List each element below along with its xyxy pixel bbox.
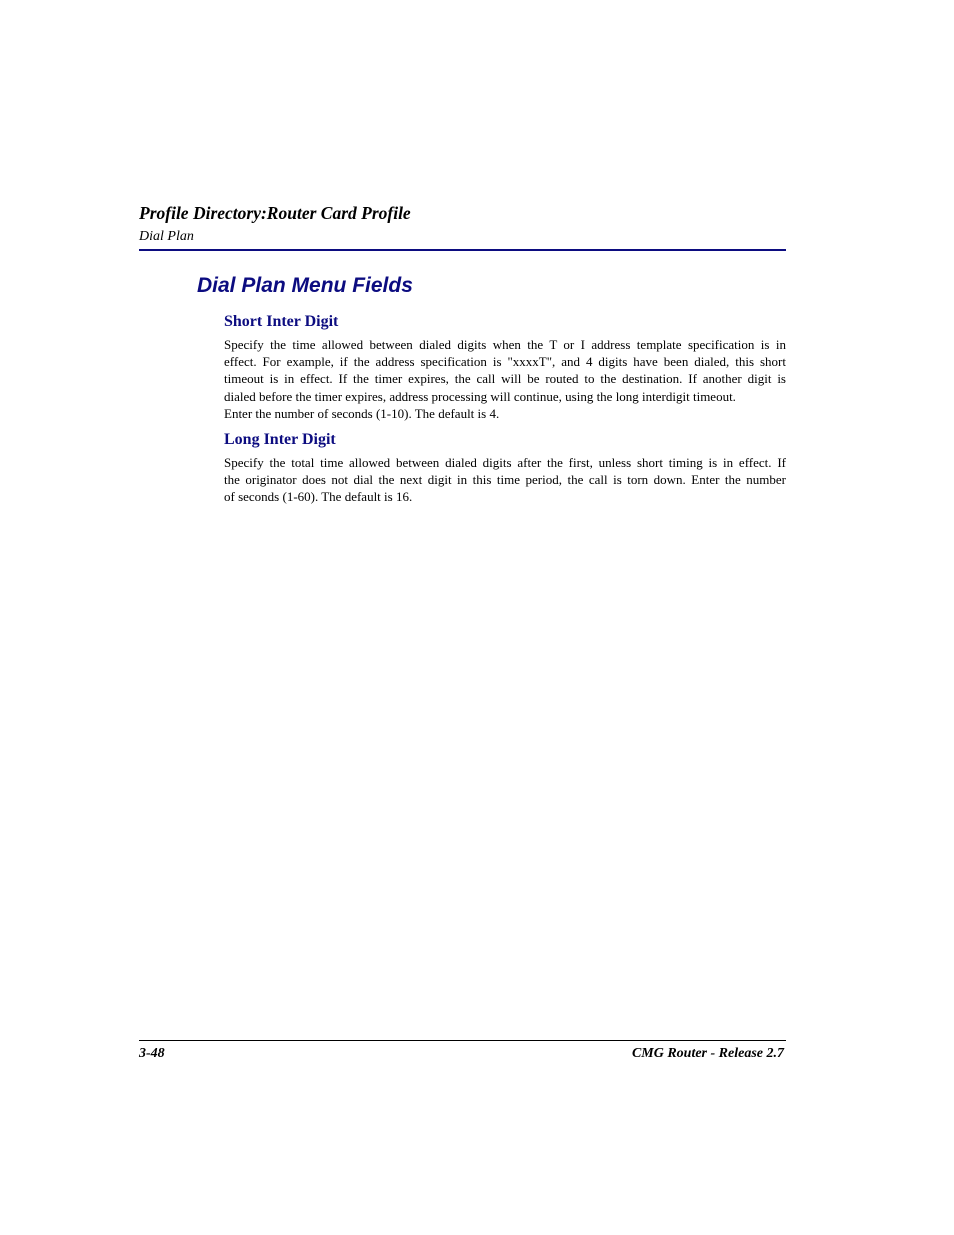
field-description-short-inter-digit: [224, 336, 786, 422]
paragraph-line: effect. For example, if the address specification is "xxxxT", and 4 digits have been dialed, this short: [224, 354, 786, 370]
running-head-subtitle: Dial Plan: [139, 229, 194, 244]
page-number: 3-48: [139, 1046, 165, 1061]
paragraph-line: timeout is in effect. If the timer expires, the call will be routed to the destination. If another digit is: [224, 371, 786, 387]
paragraph-line: Enter the number of seconds (1-10). The default is 4.: [224, 405, 500, 421]
paragraph-line: of seconds (1-60). The default is 16.: [224, 489, 413, 505]
paragraph-line: Specify the time allowed between dialed digits when the T or I address template specification is in: [224, 337, 786, 352]
product-release: CMG Router - Release 2.7: [631, 1046, 784, 1061]
paragraph-line: the originator does not dial the next digit in this time period, the call is torn down. Enter the number: [224, 472, 786, 488]
section-title: Dial Plan Menu Fields: [197, 274, 413, 297]
footer-rule: [139, 1040, 786, 1041]
paragraph-line: dialed before the timer expires, address processing will continue, using the long interdigit timeout.: [224, 388, 736, 404]
header-rule: [139, 249, 786, 251]
field-heading-short-inter-digit: Short Inter Digit: [224, 313, 339, 330]
field-description-long-inter-digit: [224, 454, 786, 506]
running-head-title: Profile Directory:Router Card Profile: [139, 203, 411, 223]
field-heading-long-inter-digit: Long Inter Digit: [224, 431, 336, 448]
paragraph-line: Specify the total time allowed between dialed digits after the first, unless short timing is in effect. If: [224, 455, 786, 470]
